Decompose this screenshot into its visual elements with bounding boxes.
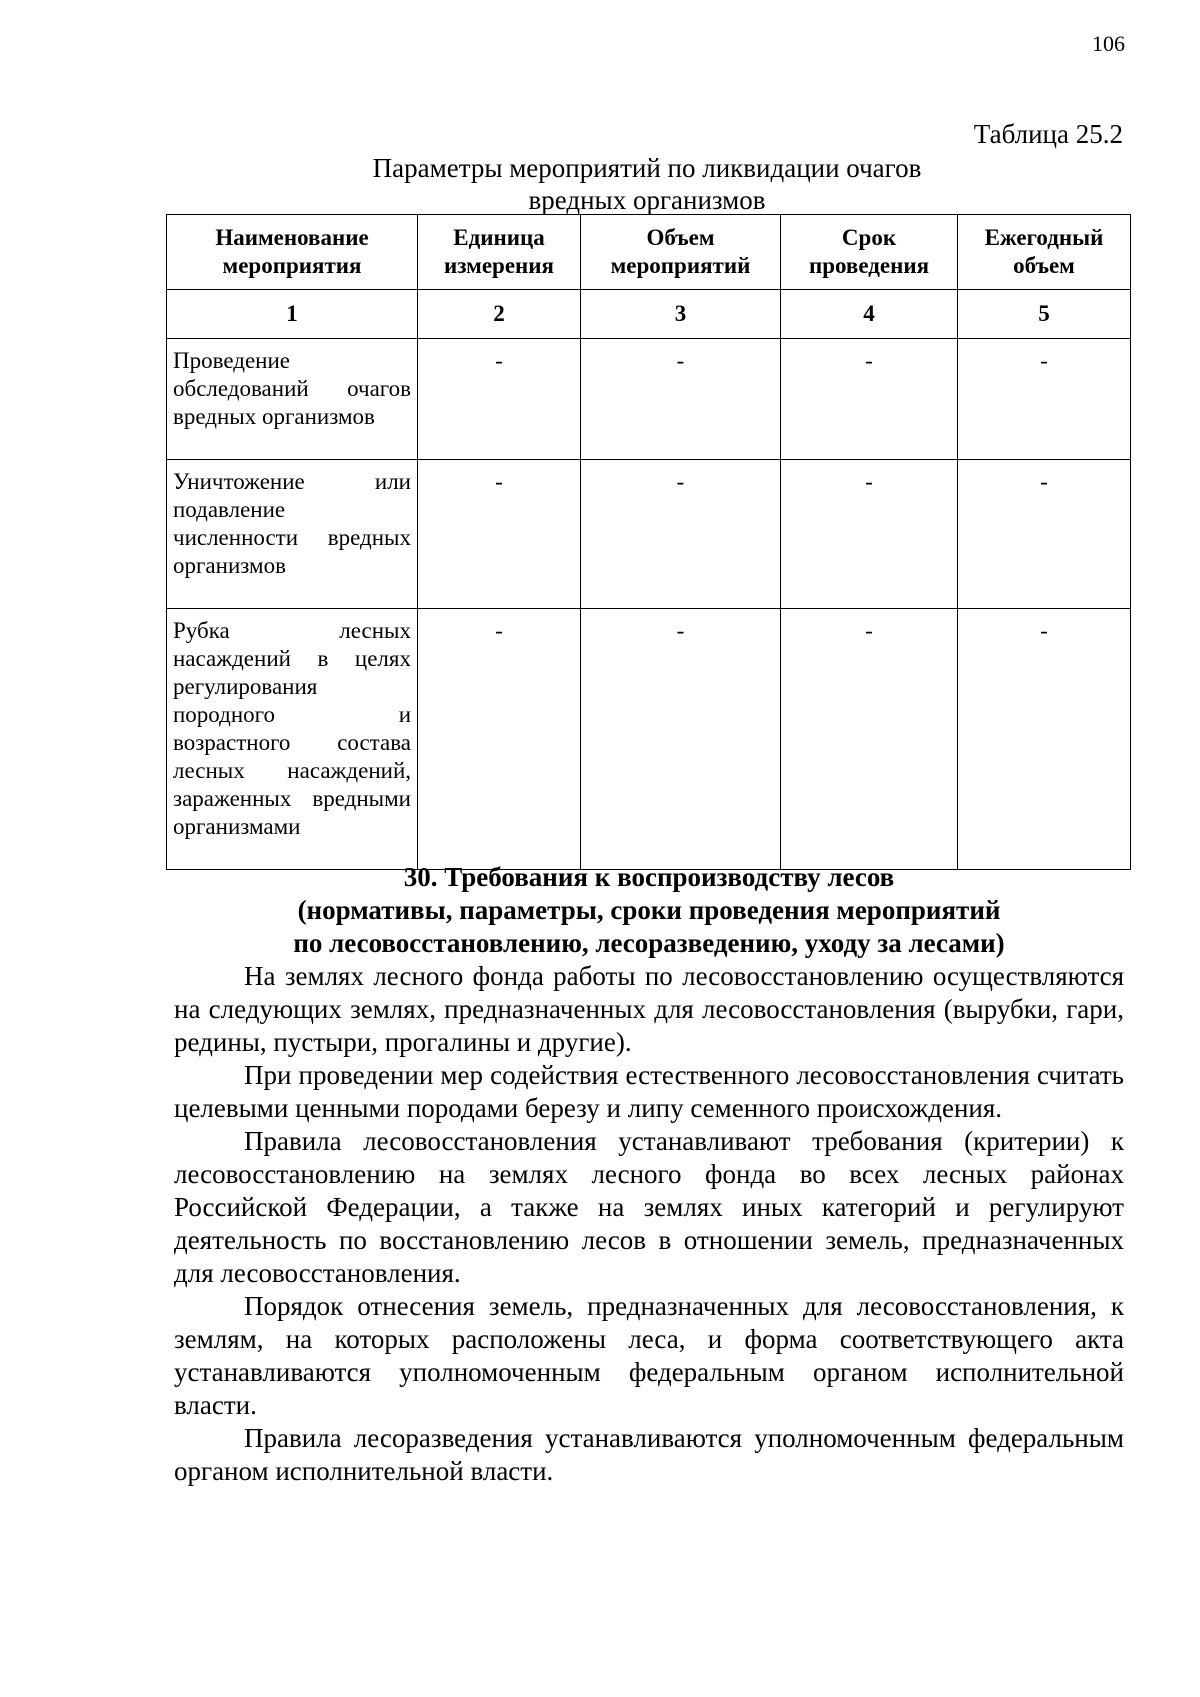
unit-cell: - [418,339,581,460]
activity-name-cell: Рубка лесных насаждений в целях регулирования породного и возрастного состава лесных насаждений, зараженных вредными организмами [167,609,418,870]
paragraph: При проведении мер содействия естественного лесовосстановления считать целевыми ценными породами березу и липу семенного происхождения. [174,1060,1124,1123]
column-number-row [167,290,1131,339]
column-number: 4 [781,290,958,339]
header-unit: Единица измерения [418,215,581,290]
annual-volume-cell: - [958,460,1131,609]
table-header-row [167,215,1131,290]
table-row [167,460,1131,609]
activity-name-cell: Уничтожение или подавление численности вредных организмов [167,460,418,609]
term-cell: - [781,460,958,609]
header-activity-name: Наименование мероприятия [167,215,418,290]
paragraph: Правила лесовосстановления устанавливают требования (критерии) к лесовосстановлению на землях лесного фонда во всех лесных районах Российской Федерации, а также на землях иных категорий и регулируют деятельность по восстановлению лесов в отношении земель, предназначенных для лесовосстановления. [174,1126,1124,1288]
annual-volume-cell: - [958,609,1131,870]
volume-cell: - [581,460,781,609]
section-reforestation [174,861,1124,1488]
section-title-line-1: 30. Требования к воспроизводству лесов [403,862,895,892]
term-cell: - [781,609,958,870]
header-volume: Объем мероприятий [581,215,781,290]
column-number: 2 [418,290,581,339]
unit-cell: - [418,460,581,609]
parameters-table [166,214,1131,870]
table-row [167,609,1131,870]
activity-name-cell: Проведение обследований очагов вредных организмов [167,339,418,460]
term-cell: - [781,339,958,460]
header-term: Срок проведения [781,215,958,290]
table-caption-line-1: Параметры мероприятий по ликвидации очагов [372,153,922,183]
unit-cell: - [418,609,581,870]
section-title-line-3: по лесовосстановлению, лесоразведению, уходу за лесами) [293,928,1005,958]
column-number: 5 [958,290,1131,339]
annual-volume-cell: - [958,339,1131,460]
header-annual-volume: Ежегодный объем [958,215,1131,290]
paragraph: На землях лесного фонда работы по лесовосстановлению осуществляются на следующих землях, предназначенных для лесовосстановления (вырубки, гари, редины, пустыри, прогалины и другие). [174,961,1124,1057]
table-caption [166,152,1128,216]
column-number: 1 [167,290,418,339]
column-number: 3 [581,290,781,339]
page-number: 106 [1092,31,1125,56]
section-title-line-2: (нормативы, параметры, сроки проведения мероприятий [297,895,1001,925]
paragraph: Порядок отнесения земель, предназначенных для лесовосстановления, к землям, на которых расположены леса, и форма соответствующего акта устанавливаются уполномоченным федеральным органом исполнительной власти. [174,1291,1124,1420]
volume-cell: - [581,339,781,460]
table-caption-line-2: вредных организмов [528,185,766,215]
table-label: Таблица 25.2 [973,119,1123,149]
paragraph: Правила лесоразведения устанавливаются уполномоченным федеральным органом исполнительной власти. [174,1423,1124,1486]
table-row [167,339,1131,460]
volume-cell: - [581,609,781,870]
section-title [174,861,1124,960]
